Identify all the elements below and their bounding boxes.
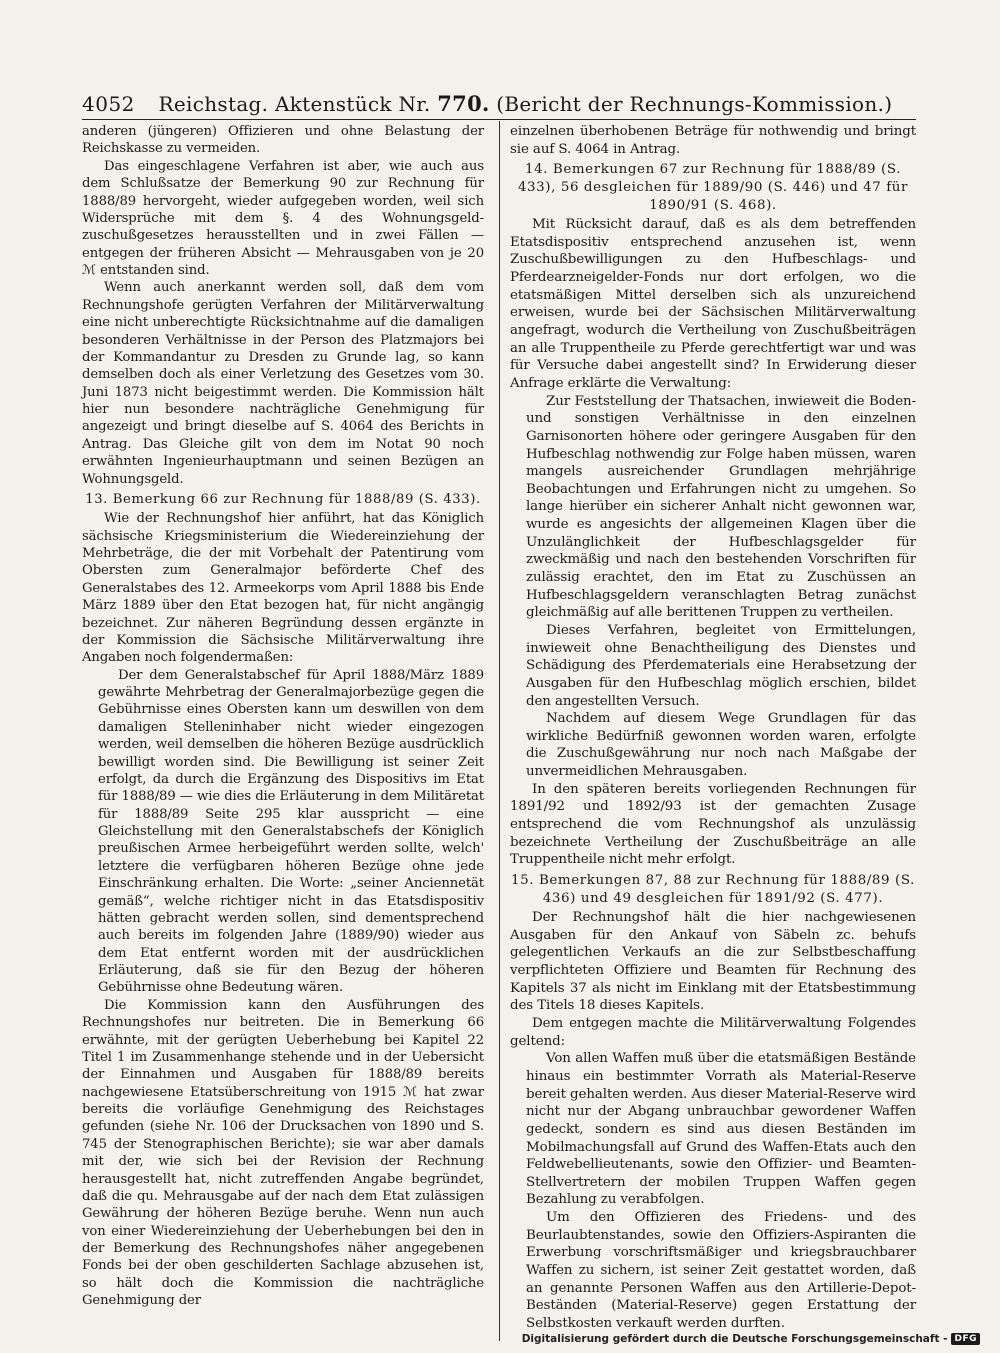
quoted-paragraph: Von allen Waffen muß über die etatsmäßigen Bestände hinaus ein bestimmter Vorrath als Material-Reserve bereit gehalten werden. Aus dieser Material-Reserve wird nicht nur der Abgang unbrauchbar gewordener Waffen gedeckt, sondern es sind aus diesen Beständen im Mobilmachungsfall auf Grund des Waffen-Etats auch den Feldwebellieutenants, sowie den Offizier- und Beamten-Stellvertretern der mobilen Truppen Waffen gegen Bezahlung zu verabfolgen. <box>526 1051 916 1208</box>
title-prefix: Reichstag. <box>158 92 269 116</box>
title-suffix: (Bericht der Rechnungs-Kommission.) <box>496 92 893 116</box>
quoted-paragraph: Der dem Generalstabschef für April 1888/März 1889 gewährte Mehrbetrag der Generalmajorbezüge gegen die Gebührnisse eines Obersten kann um deswillen von dem damaligen Stelleninhaber nicht wieder eingezogen werden, weil demselben die höheren Bezüge ausdrücklich bewilligt worden sind. Die Bewilligung ist seiner Zeit erfolgt, da durch die Ergänzung des Dispositivs im Etat für 1888/89 — wie dies die Erläuterung in dem Militäretat für 1888/89 Seite 295 klar ausspricht — eine Gleichstellung mit den Generalstabschefs der Königlich preußischen Armee herbeigeführt werden sollte, welch' letztere die verfügbaren höheren Bezüge ohne jede Einschränkung erhalten. Die Worte: „seiner Anciennetät gemäß“, welche richtiger nicht in das Etatsdispositiv hätten gebracht werden sollen, sind dementsprechend auch bereits im folgenden Jahre (1889/90) wieder aus dem Etat entfernt worden mit der ausdrücklichen Erläuterung, daß sie für den Bezug der höheren Gebührnisse ohne Bedeutung wären. <box>98 667 484 996</box>
paragraph: Dem entgegen machte die Militärverwaltung Folgendes geltend: <box>510 1016 916 1049</box>
title-num: 770. <box>437 91 490 116</box>
running-title <box>135 91 916 116</box>
right-column <box>510 123 916 1333</box>
paragraph: anderen (jüngeren) Offizieren und ohne Belastung der Reichskasse zu vermeiden. <box>82 124 484 157</box>
digitization-footer <box>522 1333 980 1345</box>
section-heading: 13. Bemerkung 66 zur Rechnung für 1888/89 (S. 433). <box>85 491 481 507</box>
quoted-paragraph: Um den Offizieren des Friedens- und des Beurlaubtenstandes, sowie den Offiziers-Aspiranten die Erwerbung vorschriftsmäßiger und kriegsbrauchbarer Waffen zu sichern, ist seiner Zeit gestattet worden, daß an genannte Personen Waffen aus den Artillerie-Depot-Beständen (Material-Reserve) gegen Erstattung der Selbstkosten verkauft werden durften. <box>526 1210 916 1331</box>
page-number: 4052 <box>82 92 135 116</box>
paragraph: Der Rechnungshof hält die hier nachgewiesenen Ausgaben für den Ankauf von Säbeln zc. behufs gelegentlichen Verkaufs an die zur Selbstbeschaffung verpflichteten Offiziere und Beamten für Rechnung des Kapitels 37 als nicht im Einklang mit der Etatsbestimmung des Titels 18 dieses Kapitels. <box>510 910 916 1014</box>
section-heading: 15. Bemerkungen 87, 88 zur Rechnung für 1888/89 (S. 436) und 49 desgleichen für 1891/92 (S. 477). <box>511 872 915 906</box>
header-rule <box>82 119 916 120</box>
section-heading: 14. Bemerkungen 67 zur Rechnung für 1888/89 (S. 433), 56 desgleichen für 1889/90 (S. 446) und 47 für 1890/91 (S. 468). <box>517 162 909 213</box>
paragraph: Mit Rücksicht darauf, daß es als dem betreffenden Etatsdispositiv entsprechend anzusehen ist, wenn Zuschußbewilligungen zu den Hufbeschlags- und Pferdearzneigelder-Fonds nur dort erfolgen, wo die etatsmäßigen Mittel derselben sich als unzureichend erweisen, wurde bei der Sächsischen Militärverwaltung angefragt, wodurch die Vertheilung von Zuschußbeiträgen an alle Truppentheile zu Pferde gerechtfertigt war und was für Versuche dabei angestellt sind? In Erwiderung dieser Anfrage erklärte die Verwaltung: <box>510 217 916 391</box>
title-doc: Aktenstück Nr. <box>274 92 431 116</box>
paragraph: In den späteren bereits vorliegenden Rechnungen für 1891/92 und 1892/93 ist der gemachten Zusage entsprechend die vom Rechnungshof als unzulässig bezeichnete Vertheilung der Zuschußbeiträge an alle Truppentheile nicht mehr erfolgt. <box>510 781 916 868</box>
paragraph: Wenn auch anerkannt werden soll, daß dem vom Rechnungshofe gerügten Verfahren der Militärverwaltung eine nicht unberechtigte Rücksichtnahme auf die damaligen besonderen Verhältnisse in der Person des Platzmajors bei der Kommandantur zu Dresden zu Grunde lag, so kann demselben doch als einer Verletzung des Gesetzes vom 30. Juni 1873 nicht beigestimmt werden. Die Kommission hält hier nun besondere nachträgliche Genehmigung für angezeigt und bringt dieselbe auf S. 4064 des Berichts in Antrag. Das Gleiche gilt von dem im Notat 90 noch erwähnten Ingenieurhauptmann und seinen Bezügen an Wohnungsgeld. <box>82 280 484 487</box>
paragraph: Die Kommission kann den Ausführungen des Rechnungshofes nur beitreten. Die in Bemerkung 66 erwähnte, mit der gerügten Ueberhebung bei Kapitel 22 Titel 1 im Zusammenhange stehende und in der Uebersicht der Einnahmen und Ausgaben für 1888/89 bereits nachgewiesene Etatsüberschreitung von 1915 ℳ hat zwar bereits die vorläufige Genehmigung des Reichstages gefunden (siehe Nr. 106 der Drucksachen von 1890 und S. 745 der Stenographischen Berichte); sie war aber damals mit der, wie sich bei der Revision der Rechnung herausgestellt hat, nicht zutreffenden Angabe begründet, daß die qu. Mehrausgabe auf der nach dem Etat zulässigen Gewährung der höheren Bezüge beruhe. Wenn nun auch von einer Wiedereinziehung der Ueberhebungen bei den in der Bemerkung des Rechnungshofes näher angegebenen Fonds bei der oben geschilderten Sachlage abzusehen ist, so hält doch die Kommission die nachträgliche Genehmigung der <box>82 997 484 1309</box>
column-divider <box>499 121 500 1341</box>
dfg-logo-icon: DFG <box>951 1333 980 1345</box>
paragraph: Das eingeschlagene Verfahren ist aber, wie auch aus dem Schlußsatze der Bemerkung 90 zur Rechnung für 1888/89 hervorgeht, wieder aufgegeben worden, weil sich Widersprüche mit dem §. 4 des Wohnungsgeld-zuschußgesetzes herausstellten und in zwei Fällen — entgegen der früheren Absicht — Mehrausgaben von je 20 ℳ entstanden sind. <box>82 158 484 278</box>
page-header <box>82 86 916 116</box>
document-page <box>82 82 916 1344</box>
quoted-paragraph: Dieses Verfahren, begleitet von Ermittelungen, inwieweit ohne Benachtheiligung des Dienstes und Schädigung des Pferdematerials eine Herabsetzung der Ausgaben für den Hufbeschlag möglich erschien, bildet den angestellten Versuch. <box>526 622 916 709</box>
quoted-paragraph: Nachdem auf diesem Wege Grundlagen für das wirkliche Bedürfniß gewonnen worden waren, erfolgte die Zuschußgewährung nur noch nach Maßgabe der unvermeidlichen Mehrausgaben. <box>526 711 916 780</box>
footer-text: Digitalisierung gefördert durch die Deutsche Forschungsgemeinschaft - <box>521 1333 948 1345</box>
left-column <box>82 123 484 1310</box>
quoted-paragraph: Zur Feststellung der Thatsachen, inwieweit die Boden- und sonstigen Verhältnisse in den einzelnen Garnisonorten höhere oder geringere Ausgaben für den Hufbeschlag nothwendig zur Folge haben müssen, waren mangels ausreichender Grundlagen mehrjährige Beobachtungen und Erfahrungen nicht zu umgehen. So lange hierüber ein sicherer Anhalt nicht gewonnen war, wurde es angesichts der allgemeinen Klagen über die Unzulänglichkeit der Hufbeschlagsgelder für zweckmäßig und nach den bestehenden Vorschriften für zulässig erachtet, den im Etat zu Zuschüssen an Hufbeschlagsgeldern veranschlagten Betrag zunächst gleichmäßig auf alle berittenen Truppen zu vertheilen. <box>526 393 916 621</box>
paragraph: einzelnen überhobenen Beträge für nothwendig und bringt sie auf S. 4064 in Antrag. <box>510 124 916 157</box>
paragraph: Wie der Rechnungshof hier anführt, hat das Königlich sächsische Kriegsministerium die Wiedereinziehung der Mehrbeträge, die der mit Vorbehalt der Patentirung vom Obersten zum Generalmajor beförderte Chef des Generalstabes des 12. Armeekorps vom April 1888 bis Ende März 1889 über den Etat bezogen hat, für nicht angängig bezeichnet. Zur näheren Begründung dessen ergänzte in der Kommission die Sächsische Militärverwaltung ihre Angaben noch folgendermaßen: <box>82 511 484 666</box>
